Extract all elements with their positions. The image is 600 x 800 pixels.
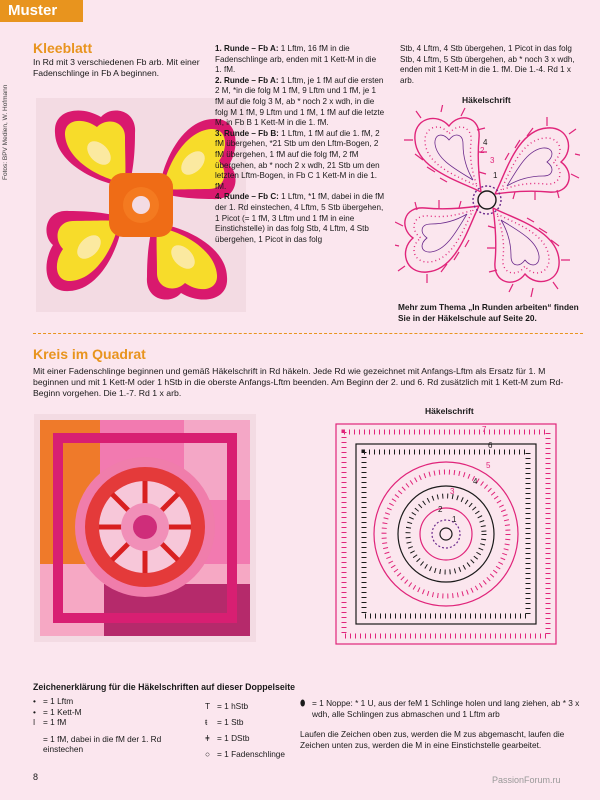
legend-note: Laufen die Zeichen oben zus, werden die M zus abgemascht, laufen die Zeichen unten zus, werden die M in eine Einstichstelle gearbeitet. bbox=[300, 729, 565, 750]
chart1-num-2: 2 bbox=[480, 146, 485, 155]
tr-icon: ǂ bbox=[205, 733, 210, 743]
section-tag: Muster bbox=[0, 0, 83, 22]
legend-fm-spike: = 1 fM, dabei in die fM der 1. Rd einstechen bbox=[43, 733, 162, 755]
kleeblatt-chart bbox=[395, 105, 580, 300]
kreis-photo bbox=[34, 414, 256, 642]
section1-intro: In Rd mit 3 verschiedenen Fb arb. Mit einer Fadenschlinge in Fb A beginnen. bbox=[33, 57, 200, 79]
section1-col2 bbox=[215, 44, 385, 245]
round-4: 4. Runde – Fb C: 1 Lftm, *1 fM, dabei in die fM der 1. Rd einstechen, 4 Lftm, 5 Stb übergehen, 1 Picot (= 1 fM, 3 Lftm und 1 fM in eine Einstichstelle) in das folg Stb, 4 Lftm, 4 Stb übergehen, 1 Picot in das folg bbox=[215, 192, 385, 244]
page-number: 8 bbox=[33, 772, 39, 782]
round-1: 1. Runde – Fb A: 1 Lftm, 16 fM in die Fadenschlinge arb, enden mit 1 Kett-M in die 1. fM. bbox=[215, 44, 377, 75]
round-2: 2. Runde – Fb A: 1 Lftm, je 1 fM auf die ersten 2 M, *in die folg M 1 fM, 9 Lftm und 1 fM, je 1 fM auf die folg 3 M, ab * noch 2 x wdh, in die folg M 1 fM, 9 Lftm und 1 fM, 1 fM auf die letzte M, in Fb B 1 Kett-M in die 1. fM. bbox=[215, 75, 385, 128]
legend-dstb: ǂ = 1 DStb bbox=[205, 730, 315, 746]
legend-fm: ǀ = 1 fM bbox=[33, 717, 67, 728]
chart1-num-1: 1 bbox=[493, 171, 498, 180]
chart2-num-2: 2 bbox=[438, 505, 443, 514]
legend-title: Zeichenerklärung für die Häkelschriften auf dieser Doppelseite bbox=[33, 682, 296, 692]
legend-col2 bbox=[205, 698, 315, 762]
chain-icon: • bbox=[33, 696, 36, 706]
chart2-num-6: 6 bbox=[488, 441, 493, 450]
section2-intro: Mit einer Fadenschlinge beginnen und gemäß Häkelschrift in Rd häkeln. Jede Rd wie gezeichnet mit Anfangs-Lftm als Ersatz für 1. M beginnen und mit 1 Kett-M oder 1 hStb in die oberste Anfangs-Lftm beenden. Am Beginn der 2. und 6. Rd zusätzlich mit 1 Kett-M zum Rd-Beginn vorgehen. Die 1.-7. Rd 1 x arb. bbox=[33, 366, 564, 399]
photo-credit: Fotos: BPV Medien, W. Hofmann bbox=[2, 84, 9, 180]
slip-stitch-icon: • bbox=[33, 706, 36, 717]
chart2-num-1: 1 bbox=[452, 515, 457, 524]
chart1-num-3: 3 bbox=[490, 156, 495, 165]
hdc-icon: T bbox=[205, 701, 211, 711]
divider bbox=[33, 333, 583, 334]
chart2-num-5: 5 bbox=[486, 461, 491, 470]
legend-ring: ○ = 1 Fadenschlinge bbox=[205, 746, 315, 762]
kreis-chart bbox=[330, 418, 562, 650]
chart2-num-7: 7 bbox=[482, 425, 487, 434]
dc-icon: ŧ bbox=[205, 717, 208, 727]
chart2-num-4: 4 bbox=[473, 477, 478, 486]
legend-hstb: T = 1 hStb bbox=[205, 698, 315, 714]
legend-lftm: • = 1 Lftm bbox=[33, 696, 74, 706]
chart2-num-3: 3 bbox=[450, 487, 455, 496]
watermark: PassionForum.ru bbox=[492, 775, 561, 785]
legend-stb: ŧ = 1 Stb bbox=[205, 714, 315, 730]
legend-col1 bbox=[33, 696, 193, 755]
section1-title: Kleeblatt bbox=[33, 40, 93, 56]
chart2-label: Häkelschrift bbox=[425, 406, 474, 416]
section1-note: Mehr zum Thema „In Runden arbeiten“ finden Sie in der Häkelschule auf Seite 20. bbox=[398, 302, 579, 323]
legend-noppe: ⬮ = 1 Noppe: * 1 U, aus der feM 1 Schlinge holen und lang ziehen, ab * 3 x wdh, alle Schlingen zus abmaschen und 1 Lftm arb bbox=[300, 698, 580, 719]
legend-col3 bbox=[300, 698, 585, 750]
chart1-num-4: 4 bbox=[483, 138, 488, 147]
legend-kettm: • = 1 Kett-M bbox=[33, 706, 82, 717]
chart1-label: Häkelschrift bbox=[462, 95, 511, 105]
bobble-icon: ⬮ bbox=[300, 698, 306, 708]
section1-col3: Stb, 4 Lftm, 4 Stb übergehen, 1 Picot in das folg Stb, 4 Lftm, 5 Stb übergehen, ab * noch 3 x wdh, enden mit 1 Kett-M in die 1. fM. Die 1.-4. Rd 1 x arb. bbox=[400, 44, 575, 85]
section2-title: Kreis im Quadrat bbox=[33, 346, 146, 362]
round-3: 3. Runde – Fb B: 1 Lftm, 1 fM auf die 1. fM, 2 fM übergehen, *21 Stb um den Lftm-Bogen, 2 fM übergehen, 1 fM auf die folg fM, 2 fM übergehen, ab * noch 2 x wdh, 21 Stb um den letzten Lftm-Bogen, in Fb C 1 Kett-M in die 1. fM. bbox=[215, 128, 380, 191]
magic-ring-icon: ○ bbox=[205, 749, 211, 759]
sc-icon: ǀ bbox=[33, 717, 36, 728]
